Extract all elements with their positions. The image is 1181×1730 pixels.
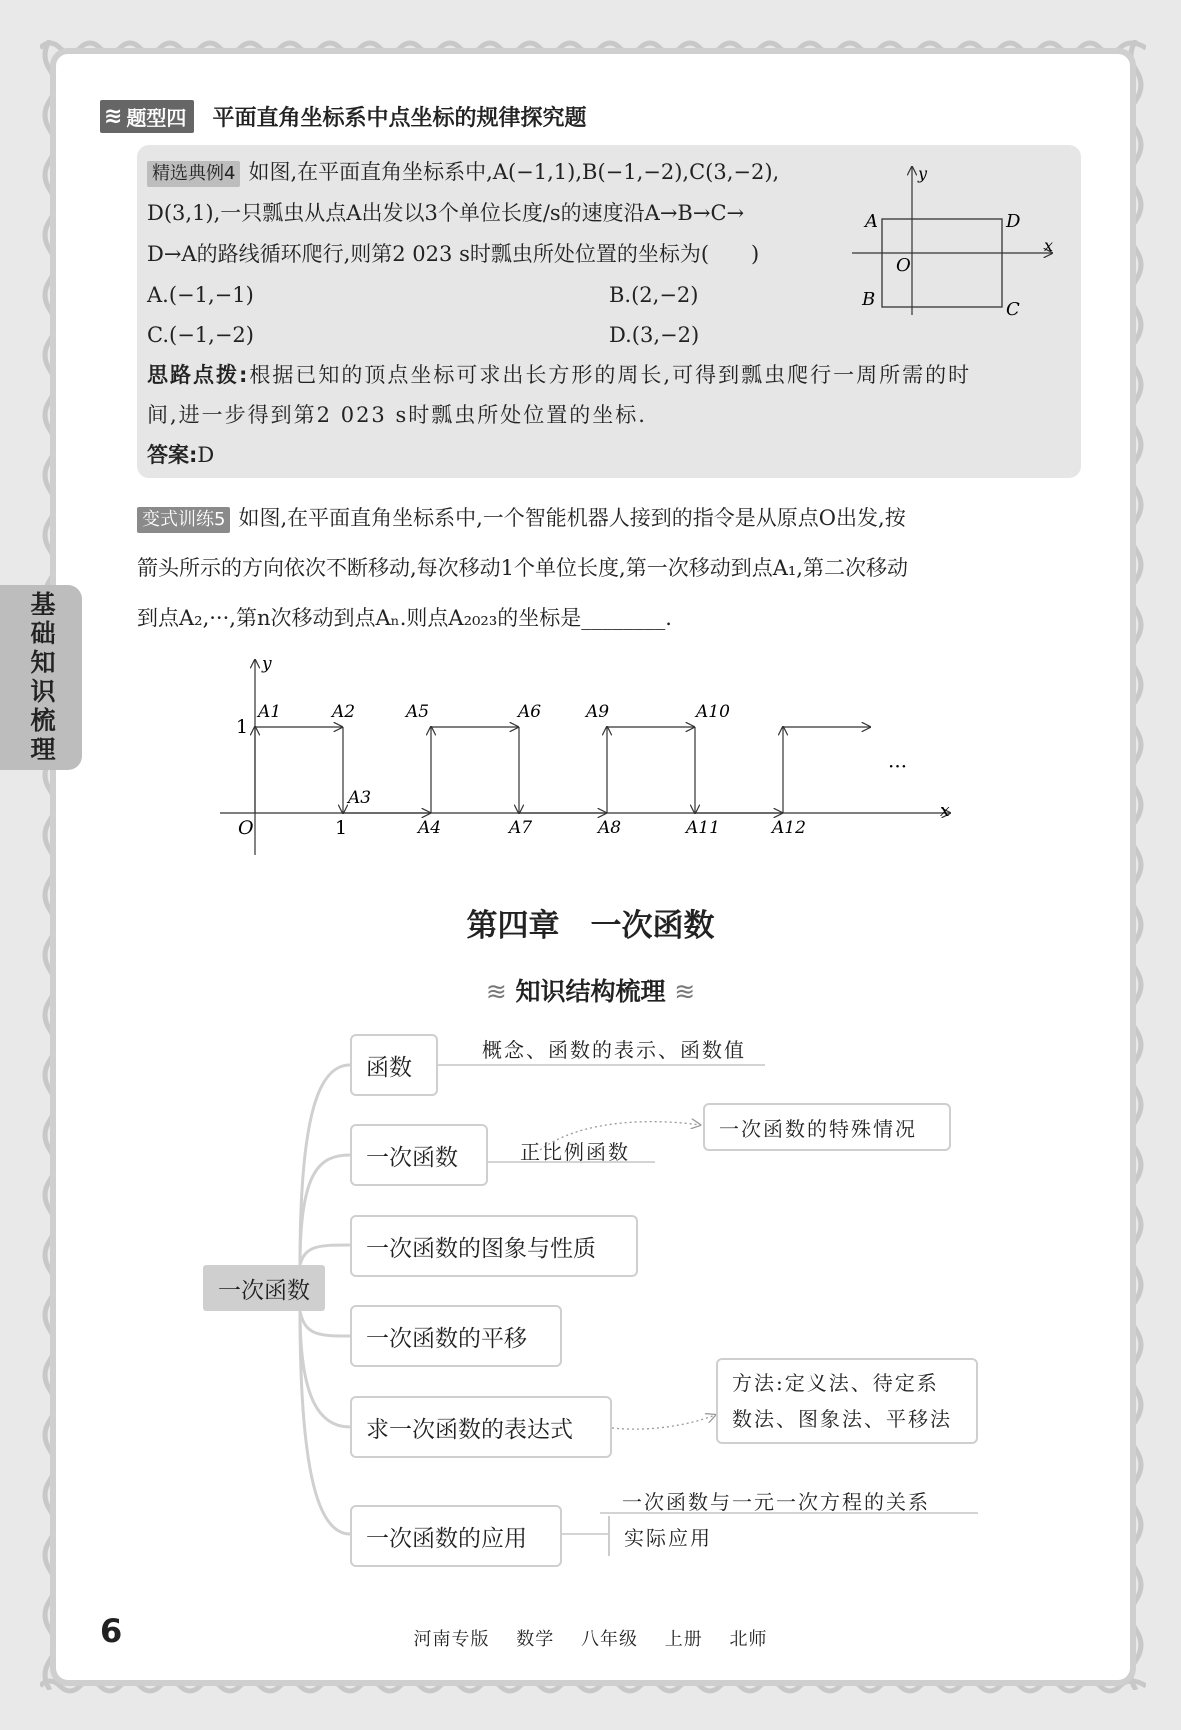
side-tab-label: 基础知识梳理 [27, 590, 56, 765]
mindmap-branch-expression: 求一次函数的表达式 [350, 1396, 612, 1458]
tick-x-1: 1 [335, 817, 348, 839]
variant-tag: 变式训练5 [137, 507, 230, 533]
wave-icon: ≋ [485, 977, 507, 1006]
example-text-2: D(3,1),一只瓢虫从点A出发以3个单位长度/s的速度沿A→B→C→ [147, 201, 745, 225]
option-d: D.(3,−2) [609, 323, 700, 347]
mindmap-special-case: 一次函数的特殊情况 [703, 1103, 951, 1151]
mindmap-note-proportional: 正比例函数 [520, 1140, 630, 1164]
mindmap-note-equation-relation: 一次函数与一元一次方程的关系 [622, 1490, 930, 1514]
hint-text-2: 间,进一步得到第2 023 s时瓢虫所处位置的坐标. [147, 403, 647, 427]
variant-text-1: 如图,在平面直角坐标系中,一个智能机器人接到的指令是从原点O出发,按 [238, 506, 906, 530]
mindmap-branch-linear-function: 一次函数 [350, 1124, 488, 1186]
example-text-3: D→A的路线循环爬行,则第2 023 s时瓢虫所处位置的坐标为( ) [147, 242, 760, 266]
point-label-a8: A8 [598, 818, 622, 838]
answer-label: 答案: [147, 443, 198, 467]
point-label-a7: A7 [509, 818, 533, 838]
label-origin: O [238, 817, 254, 839]
point-label-a11: A11 [686, 818, 720, 838]
variant-text-2: 箭头所示的方向依次不断移动,每次移动1个单位长度,第一次移动到点A₁,第二次移动 [137, 556, 908, 580]
mindmap-root: 一次函数 [203, 1265, 325, 1311]
hint-label: 思路点拨: [147, 363, 250, 387]
mindmap-methods [716, 1358, 978, 1444]
point-label-a2: A2 [332, 702, 356, 722]
chapter-title: 第四章 一次函数 [466, 908, 715, 944]
label-b: B [862, 289, 876, 310]
mindmap-branch-function: 函数 [350, 1034, 438, 1096]
wave-icon: ≋ [674, 977, 696, 1006]
answer-value: D [197, 443, 215, 467]
question-type-title: 平面直角坐标系中点坐标的规律探究题 [212, 105, 587, 131]
option-b: B.(2,−2) [609, 283, 699, 307]
label-y: y [918, 165, 928, 183]
point-label-a6: A6 [518, 702, 542, 722]
label-o: O [896, 255, 911, 276]
point-label-a5: A5 [406, 702, 430, 722]
footer-subject: 数学 [516, 1629, 555, 1650]
point-label-a3: A3 [348, 788, 372, 808]
branch-connector [300, 1245, 350, 1265]
label-x: x [1044, 236, 1054, 255]
footer-volume: 上册 [664, 1629, 703, 1650]
label-y: y [262, 655, 272, 674]
question-type-badge-label: 题型四 [126, 105, 187, 130]
option-c: C.(−1,−2) [147, 323, 254, 347]
mindmap-branch-graph-properties: 一次函数的图象与性质 [350, 1215, 638, 1277]
variant-text-3: 到点A₂,···,第n次移动到点Aₙ.则点A₂₀₂₃的坐标是________. [137, 606, 672, 630]
example-text-1: 如图,在平面直角坐标系中,A(−1,1),B(−1,−2),C(3,−2), [248, 160, 780, 184]
ellipsis: ··· [888, 754, 908, 778]
branch-connector [300, 1155, 350, 1265]
footer-grade: 八年级 [581, 1629, 638, 1650]
mindmap-methods-line-2: 数法、图象法、平移法 [732, 1407, 952, 1431]
label-d: D [1006, 211, 1021, 232]
point-label-a10: A10 [696, 702, 730, 722]
tick-y-1: 1 [236, 716, 249, 738]
section-title-label: 知识结构梳理 [515, 977, 666, 1006]
example-tag: 精选典例4 [147, 161, 240, 187]
point-label-a9: A9 [586, 702, 610, 722]
mindmap-branch-translation: 一次函数的平移 [350, 1305, 562, 1367]
point-label-a12: A12 [772, 818, 806, 838]
wave-icon: ≋ [104, 103, 123, 129]
label-c: C [1006, 299, 1020, 320]
footer-edition: 河南专版 [413, 1629, 490, 1650]
branch-connector [300, 1311, 350, 1534]
mindmap-branch-application: 一次函数的应用 [350, 1505, 562, 1567]
label-x: x [940, 801, 950, 821]
page-number: 6 [100, 1612, 123, 1650]
branch-connector [300, 1065, 350, 1265]
point-label-a4: A4 [418, 818, 442, 838]
hint-text-1: 根据已知的顶点坐标可求出长方形的周长,可得到瓢虫爬行一周所需的时 [249, 363, 972, 387]
mindmap-note-practical: 实际应用 [608, 1516, 726, 1556]
point-label-a1: A1 [258, 702, 282, 722]
footer-publisher: 北师 [729, 1629, 768, 1650]
mindmap-methods-line-1: 方法:定义法、待定系 [732, 1371, 939, 1395]
label-a: A [865, 211, 878, 232]
dotted-arrow [612, 1415, 715, 1429]
mindmap-note-function: 概念、函数的表示、函数值 [482, 1038, 746, 1062]
option-a: A.(−1,−1) [147, 283, 254, 307]
footer [0, 1625, 1181, 1651]
branch-connector [300, 1311, 350, 1336]
